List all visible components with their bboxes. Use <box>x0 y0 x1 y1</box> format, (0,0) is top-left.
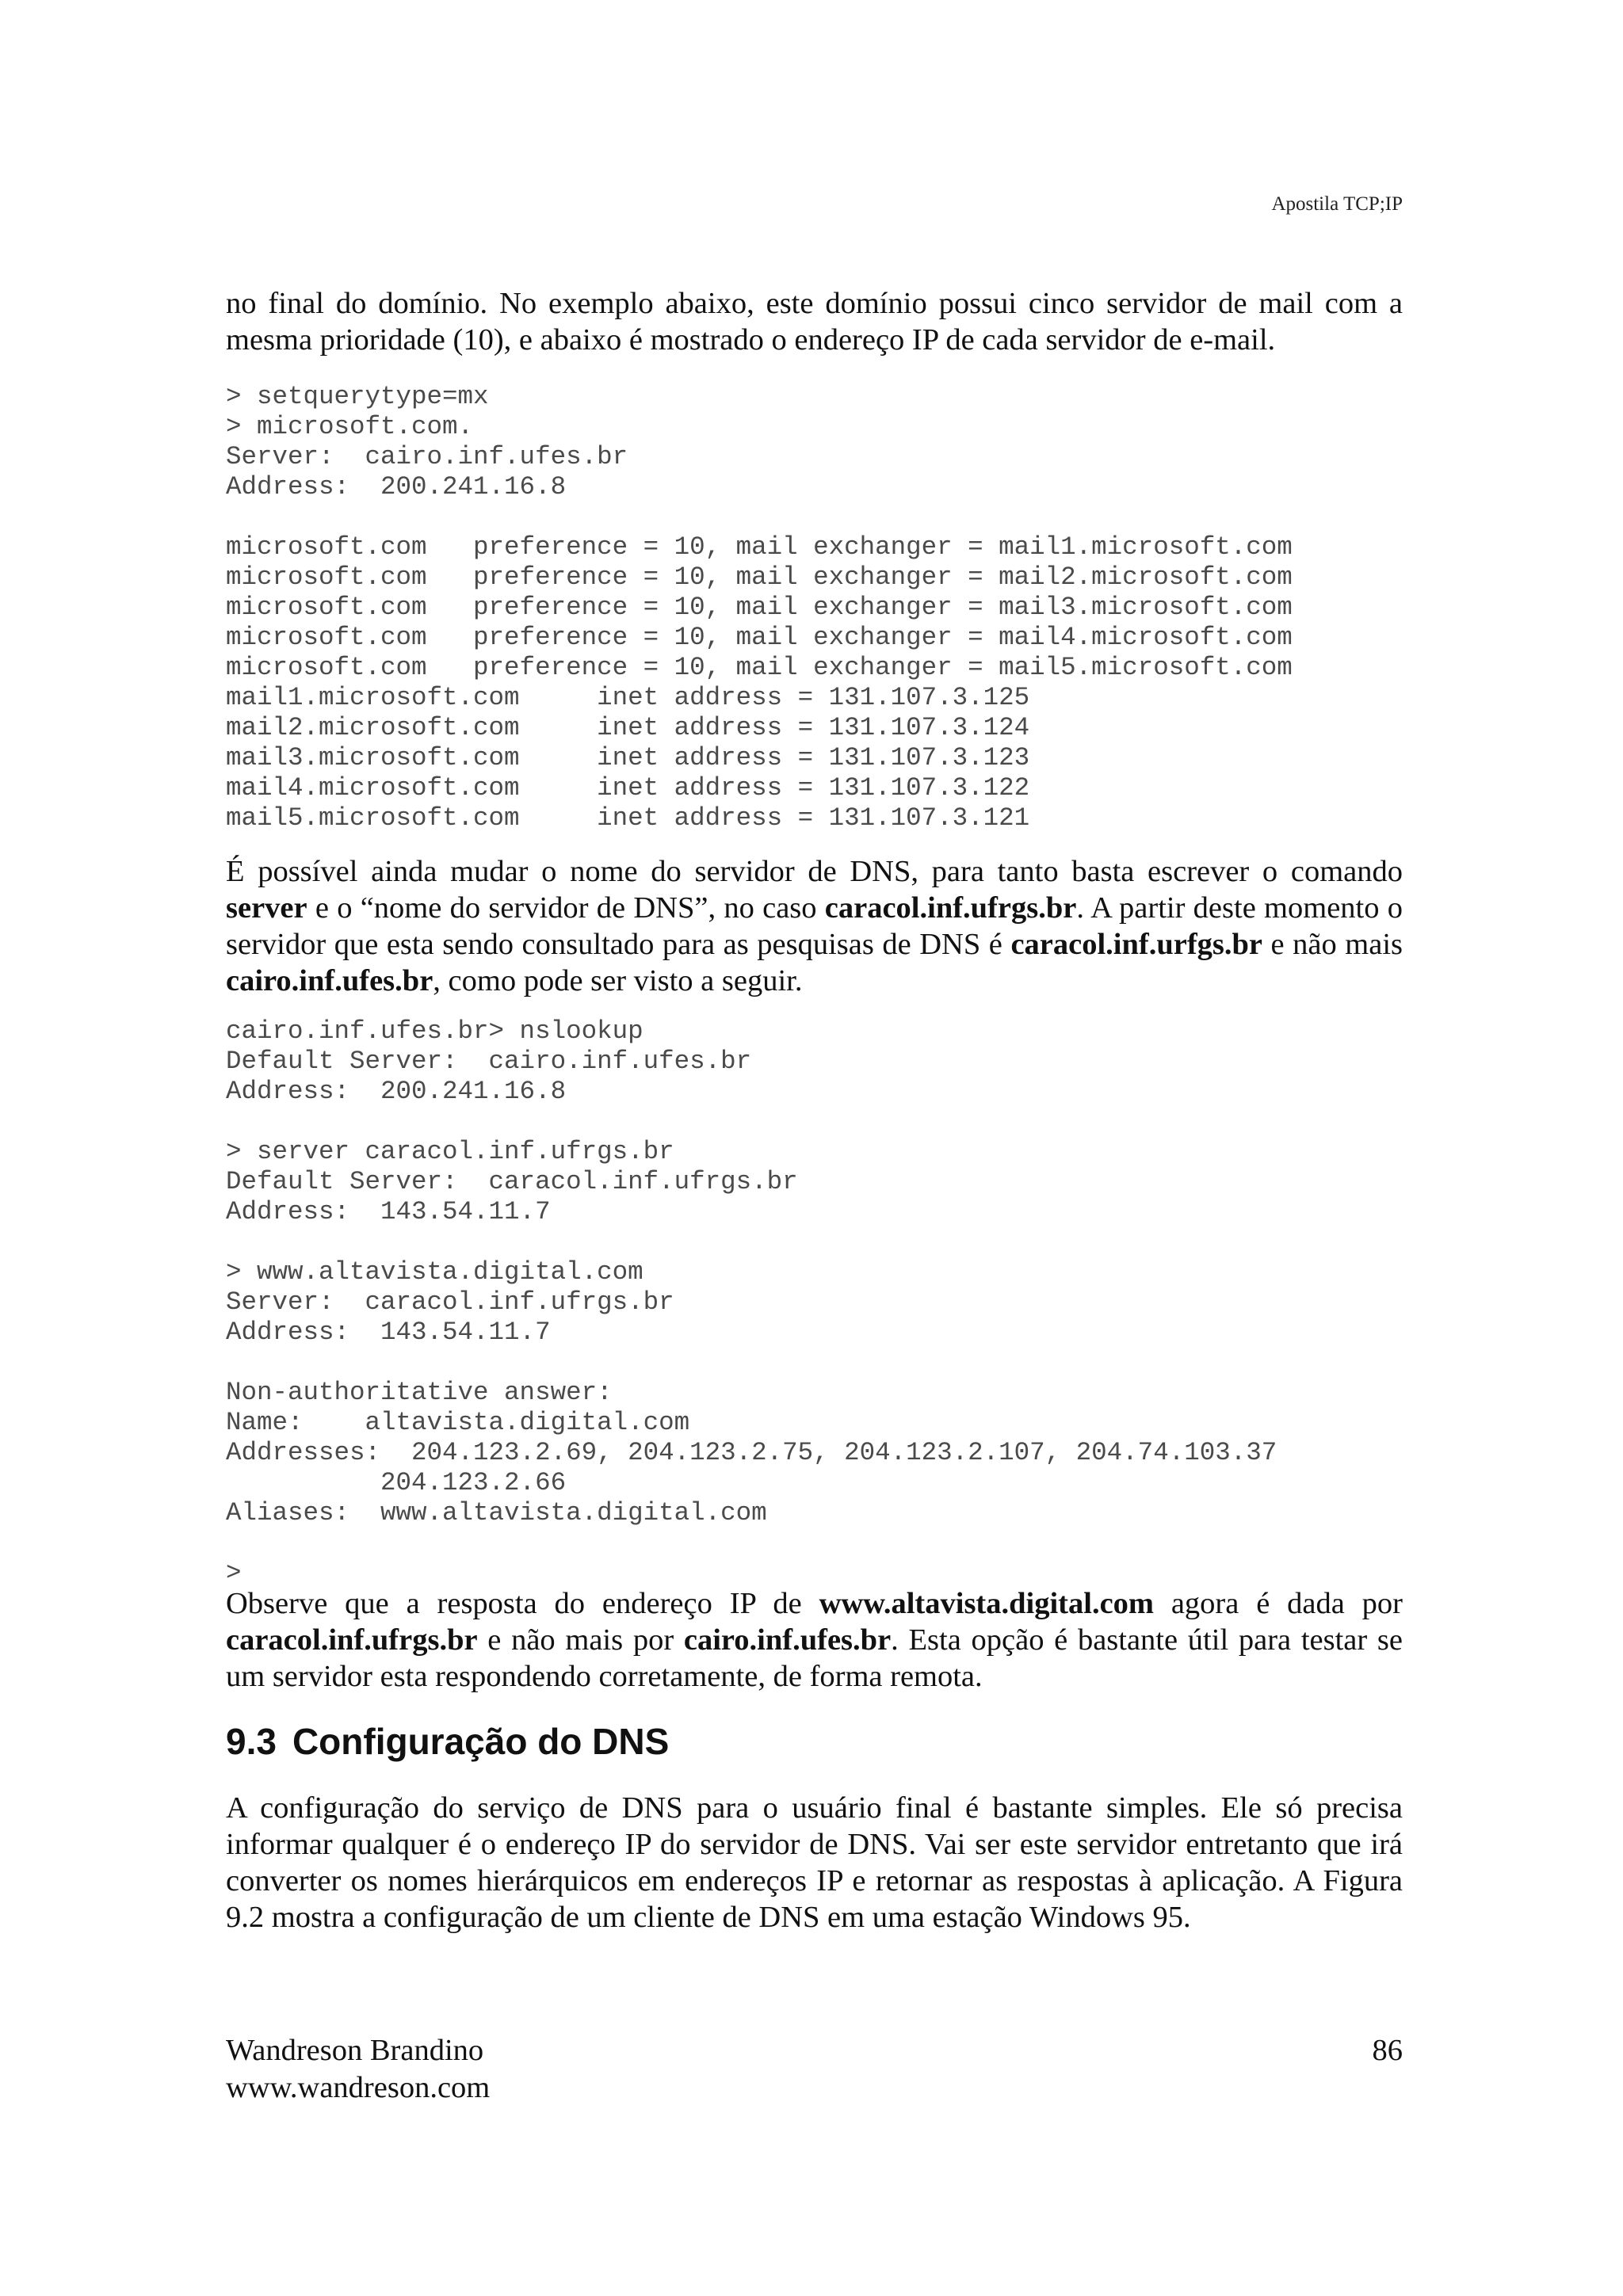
code-block-mx-query: > setquerytype=mx > microsoft.com. Server: cairo.inf.ufes.br Address: 200.241.16.8 microsoft.com preference = 10, mail exchanger = mail1.microsoft.com microsoft.com preference = 10, mail exchanger = mail2.microsoft.com microsoft.com preference = 10, mail exchanger = mail3.microsoft.com microsoft.com preference = 10, mail exchanger = mail4.microsoft.com microsoft.com preference = 10, mail exchanger = mail5.microsoft.com mail1.microsoft.com inet address = 131.107.3.125 mail2.microsoft.com inet address = 131.107.3.124 mail3.microsoft.com inet address = 131.107.3.123 mail4.microsoft.com inet address = 131.107.3.122 mail5.microsoft.com inet address = 131.107.3.121 <box>226 382 1293 833</box>
text-span: . A partir deste momento o servidor que esta sendo consultado para as pesquisas de DNS é <box>226 891 1403 961</box>
page-footer <box>226 2032 1403 2107</box>
text-span: agora é dada por <box>1153 1587 1403 1620</box>
section-number: 9.3 <box>226 1721 277 1762</box>
bold-hostname: caracol.inf.ufrgs.br <box>824 891 1077 925</box>
section-title: Configuração do DNS <box>292 1721 670 1762</box>
text-span: e o “nome do servidor de DNS”, no caso <box>307 891 825 925</box>
paragraph-dns-config: A configuração do serviço de DNS para o usuário final é bastante simples. Ele só precisa informar qualquer é o endereço IP do servidor de DNS. Vai ser este servidor entretanto que irá converter os nomes hierárquicos em endereços IP e retornar as respostas à aplicação. A Figura 9.2 mostra a configuração de um cliente de DNS em uma estação Windows 95. <box>226 1791 1403 1934</box>
text-span: Observe que a resposta do endereço IP de <box>226 1587 819 1620</box>
bold-hostname: caracol.inf.urfgs.br <box>1010 928 1263 961</box>
bold-hostname: caracol.inf.ufrgs.br <box>226 1623 478 1657</box>
text-span: . Esta opção é bastante útil para testar se um servidor esta respondendo corretamente, de forma remota. <box>226 1623 1403 1693</box>
running-header: Apostila TCP;IP <box>1271 193 1403 215</box>
text-span: , como pode ser visto a seguir. <box>433 964 803 997</box>
paragraph-intro: no final do domínio. No exemplo abaixo, este domínio possui cinco servidor de mail com a mesma prioridade (10), e abaixo é mostrado o endereço IP de cada servidor de e-mail. <box>226 287 1403 357</box>
paragraph-observe <box>226 1585 1403 1695</box>
paragraph-change-server <box>226 853 1403 999</box>
page-body <box>226 285 1403 1936</box>
bold-hostname: cairo.inf.ufes.br <box>683 1623 892 1657</box>
text-span: e não mais <box>1262 928 1403 961</box>
code-block-nslookup-session: cairo.inf.ufes.br> nslookup Default Server: cairo.inf.ufes.br Address: 200.241.16.8 > server caracol.inf.ufrgs.br Default Server: caracol.inf.ufrgs.br Address: 143.54.11.7 > www.altavista.digital.com Server: caracol.inf.ufrgs.br Address: 143.54.11.7 Non-authoritative answer: Name: altavista.digital.com Addresses: 204.123.2.69, 204.123.2.75, 204.123.2.107, 204.74.103.37 204.123.2.66 Aliases: www.altavista.digital.com > <box>226 1016 1277 1588</box>
footer-website: www.wandreson.com <box>226 2071 491 2104</box>
section-heading <box>226 1720 1403 1763</box>
footer-author: Wandreson Brandino <box>226 2034 484 2067</box>
bold-command: server <box>226 891 307 925</box>
bold-hostname: cairo.inf.ufes.br <box>226 964 433 997</box>
bold-hostname: www.altavista.digital.com <box>819 1587 1154 1620</box>
page-number: 86 <box>1372 2034 1403 2067</box>
text-span: É possível ainda mudar o nome do servidor de DNS, para tanto basta escrever o comando <box>226 855 1403 888</box>
text-span: e não mais por <box>477 1623 684 1657</box>
